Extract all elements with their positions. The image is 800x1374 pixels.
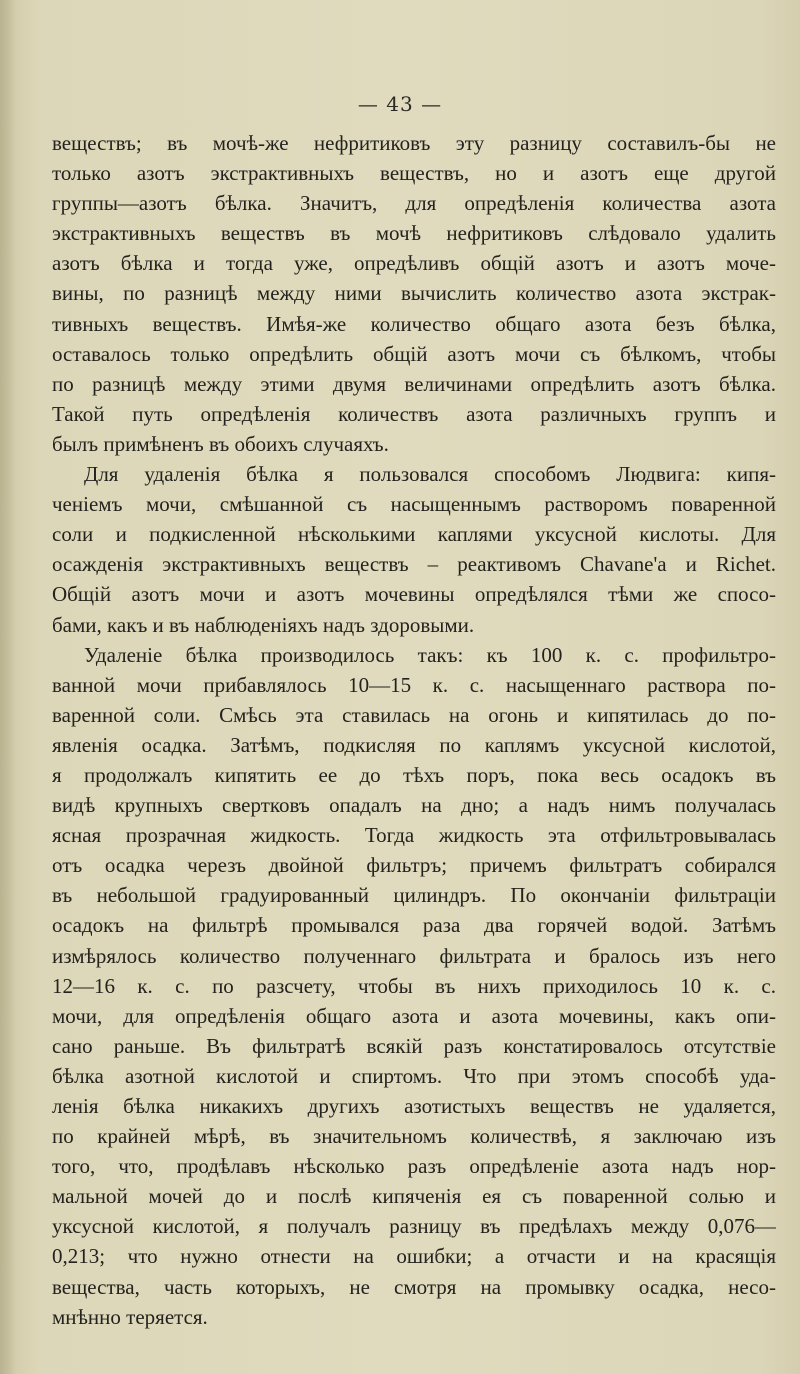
text-line: соли и подкисленной нѣсколькими каплями уксусной кислоты. Для [52, 522, 776, 547]
text-line: Такой путь опредѣленія количествъ азота различныхъ группъ и [52, 401, 776, 426]
text-line: 12—16 к. с. по разсчету, чтобы въ нихъ приходилось 10 к. с. [52, 973, 776, 998]
text-line: явленія осадка. Затѣмъ, подкисляя по каплямъ уксусной кислотой, [52, 732, 776, 757]
text-line: вины, по разницѣ между ними вычислить количество азота экстрак- [52, 281, 776, 306]
text-line: ленія бѣлка никакихъ другихъ азотистыхъ веществъ не удаляется, [52, 1094, 776, 1118]
text-line: азотъ бѣлка и тогда уже, опредѣливъ общій азотъ и азотъ моче- [52, 251, 776, 276]
text-line: видѣ крупныхъ свертковъ опадалъ на дно; а надъ нимъ получалась [52, 793, 776, 818]
text-line: только азотъ экстрактивныхъ веществъ, но и азотъ еще другой [52, 161, 776, 186]
text-line: веществъ; въ мочѣ-же нефритиковъ эту разницу составилъ-бы не [52, 131, 776, 155]
text-line: группы—азотъ бѣлка. Значитъ, для опредѣленія количества азота [52, 191, 776, 216]
text-line: былъ примѣненъ въ обоихъ случаяхъ. [52, 431, 389, 456]
text-line: мнѣнно теряется. [52, 1304, 208, 1329]
text-line: сано раньше. Въ фильтратѣ всякій разъ констатировалось отсутствіе [52, 1033, 776, 1058]
text-line: варенной соли. Смѣсь эта ставилась на огонь и кипятилась до по- [52, 702, 776, 727]
text-line: экстрактивныхъ веществъ въ мочѣ нефритиковъ слѣдовало удалить [52, 221, 776, 246]
text-line: вещества, часть которыхъ, не смотря на промывку осадка, несо- [52, 1274, 776, 1299]
text-line: 0,213; что нужно отнести на ошибки; а отчасти и на красящія [52, 1244, 776, 1269]
text-line: тивныхъ веществъ. Имѣя-же количество общаго азота безъ бѣлка, [52, 311, 776, 336]
text-line: мальной мочей до и послѣ кипяченія ея съ поваренной солью и [52, 1184, 776, 1209]
text-line: осажденія экстрактивныхъ веществъ – реактивомъ Chavane'а и Richet. [52, 552, 776, 577]
text-line: отъ осадка черезъ двойной фильтръ; причемъ фильтратъ собирался [52, 853, 776, 878]
text-line: того, что, продѣлавъ нѣсколько разъ опредѣленіе азота надъ нор- [52, 1154, 776, 1179]
page-binding-shadow [0, 0, 16, 1374]
text-line: уксусной кислотой, я получалъ разницу въ предѣлахъ между 0,076— [52, 1214, 776, 1239]
text-line: Общій азотъ мочи и азотъ мочевины опредѣлялся тѣми же спосо- [52, 582, 776, 607]
body-text [52, 128, 776, 1332]
text-line: Удаленіе бѣлка производилось такъ: къ 100 к. с. профильтро- [84, 642, 776, 667]
text-line: бами, какъ и въ наблюденіяхъ надъ здоровыми. [52, 612, 475, 637]
text-line: въ небольшой градуированный цилиндръ. По окончаніи фильтраціи [52, 883, 776, 908]
text-line: мочи, для опредѣленія общаго азота и азота мочевины, какъ опи- [52, 1003, 776, 1028]
text-line: ванной мочи прибавлялось 10—15 к. с. насыщеннаго раствора по- [52, 672, 776, 697]
page-number: — 43 — [357, 92, 443, 116]
text-line: бѣлка азотной кислотой и спиртомъ. Что при этомъ способѣ уда- [52, 1063, 776, 1088]
text-line: по крайней мѣрѣ, въ значительномъ количествѣ, я заключаю изъ [52, 1124, 776, 1149]
text-line: осадокъ на фильтрѣ промывался раза два горячей водой. Затѣмъ [52, 913, 776, 938]
text-line: я продолжалъ кипятить ее до тѣхъ поръ, пока весь осадокъ въ [52, 762, 776, 787]
text-line: по разницѣ между этими двумя величинами опредѣлить азотъ бѣлка. [52, 371, 776, 396]
text-line: ченіемъ мочи, смѣшанной съ насыщеннымъ растворомъ поваренной [52, 492, 776, 517]
text-line: ясная прозрачная жидкость. Тогда жидкость эта отфильтровывалась [52, 823, 776, 848]
text-line: измѣрялось количество полученнаго фильтрата и бралось изъ него [52, 943, 776, 968]
text-line: Для удаленія бѣлка я пользовался способомъ Людвига: кипя- [84, 462, 776, 487]
text-line: оставалось только опредѣлить общій азотъ мочи съ бѣлкомъ, чтобы [52, 341, 776, 366]
